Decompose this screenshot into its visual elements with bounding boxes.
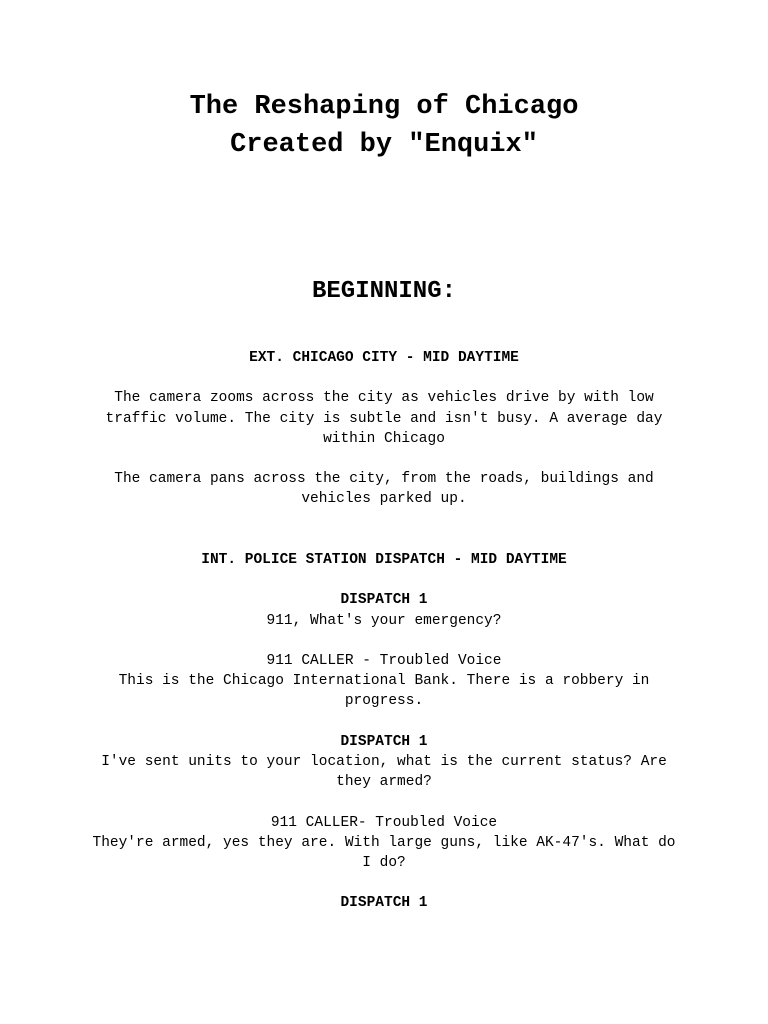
character-name: 911 CALLER - Troubled Voice: [266, 652, 502, 669]
section-heading: BEGINNING:: [311, 278, 457, 305]
scene-heading: INT. POLICE STATION DISPATCH - MID DAYTIME: [201, 551, 567, 568]
dialogue-line: I've sent units to your location, what is the current status? Are they armed?: [101, 753, 667, 791]
dialogue-line: They're armed, yes they are. With large guns, like AK-47's. What do I do?: [92, 834, 676, 871]
character-name: DISPATCH 1: [340, 895, 428, 912]
character-name: 911 CALLER- Troubled Voice: [270, 814, 498, 831]
character-name: DISPATCH 1: [340, 733, 428, 750]
title-block: [0, 88, 768, 164]
character-name: DISPATCH 1: [340, 592, 428, 609]
script-author: Created by "Enquix": [230, 130, 538, 160]
script-title: The Reshaping of Chicago: [189, 92, 579, 122]
script-body: [84, 348, 684, 914]
action-text: The camera pans across the city, from the roads, buildings and vehicles parked up.: [114, 471, 654, 508]
action-text: The camera zooms across the city as vehicles drive by with low traffic volume. The city is subtle and isn't busy. A average day within Chicago: [105, 390, 663, 447]
dialogue-line: 911, What's your emergency?: [266, 612, 502, 629]
dialogue-line: This is the Chicago International Bank. There is a robbery in progress.: [118, 673, 650, 710]
scene-heading: EXT. CHICAGO CITY - MID DAYTIME: [249, 350, 519, 366]
